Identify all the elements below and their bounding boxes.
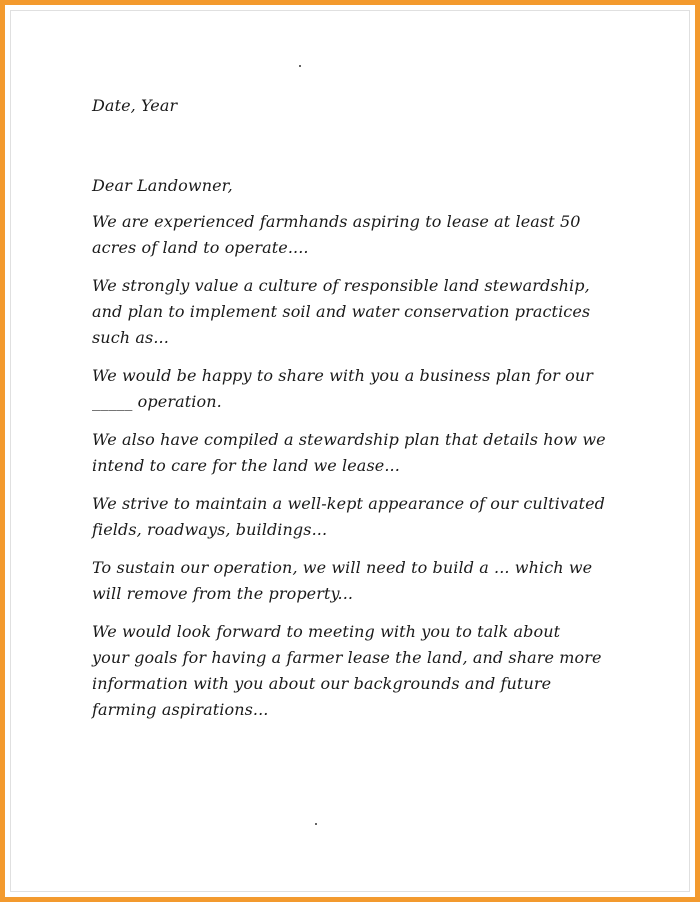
paragraph-line: We are experienced farmhands aspiring to lease at least 50 [92, 212, 581, 231]
paragraph-line: will remove from the property... [92, 584, 354, 603]
paragraph-line: and plan to implement soil and water conservation practices [92, 302, 591, 321]
scan-speck [315, 823, 317, 825]
paragraph-4 [92, 427, 652, 479]
paragraph-line: such as... [92, 328, 169, 347]
paragraph-line: fields, roadways, buildings... [92, 520, 328, 539]
paragraph-line: intend to care for the land we lease... [92, 456, 400, 475]
paragraph-6 [92, 555, 652, 607]
letter-date: Date, Year [92, 96, 178, 115]
paragraph-line: We also have compiled a stewardship plan that details how we [92, 430, 606, 449]
paragraph-line: _____ operation. [92, 392, 222, 411]
paragraph-1 [92, 209, 652, 261]
paragraph-line: We would look forward to meeting with you to talk about [92, 622, 561, 641]
paragraph-line: acres of land to operate.... [92, 238, 309, 257]
paragraph-line: farming aspirations... [92, 700, 269, 719]
paragraph-line: We strive to maintain a well-kept appearance of our cultivated [92, 494, 606, 513]
paragraph-2 [92, 273, 652, 351]
paragraph-line: We strongly value a culture of responsible land stewardship, [92, 276, 590, 295]
paragraph-line: We would be happy to share with you a business plan for our [92, 366, 593, 385]
paragraph-line: your goals for having a farmer lease the land, and share more [92, 648, 602, 667]
paragraph-line: information with you about our backgrounds and future [92, 674, 552, 693]
letter-salutation: Dear Landowner, [92, 176, 233, 195]
paragraph-line: To sustain our operation, we will need to build a ... which we [92, 558, 593, 577]
scan-speck [299, 65, 301, 67]
paragraph-3 [92, 363, 652, 415]
letter-body [92, 93, 652, 735]
paragraph-5 [92, 491, 652, 543]
paragraph-7 [92, 619, 652, 723]
